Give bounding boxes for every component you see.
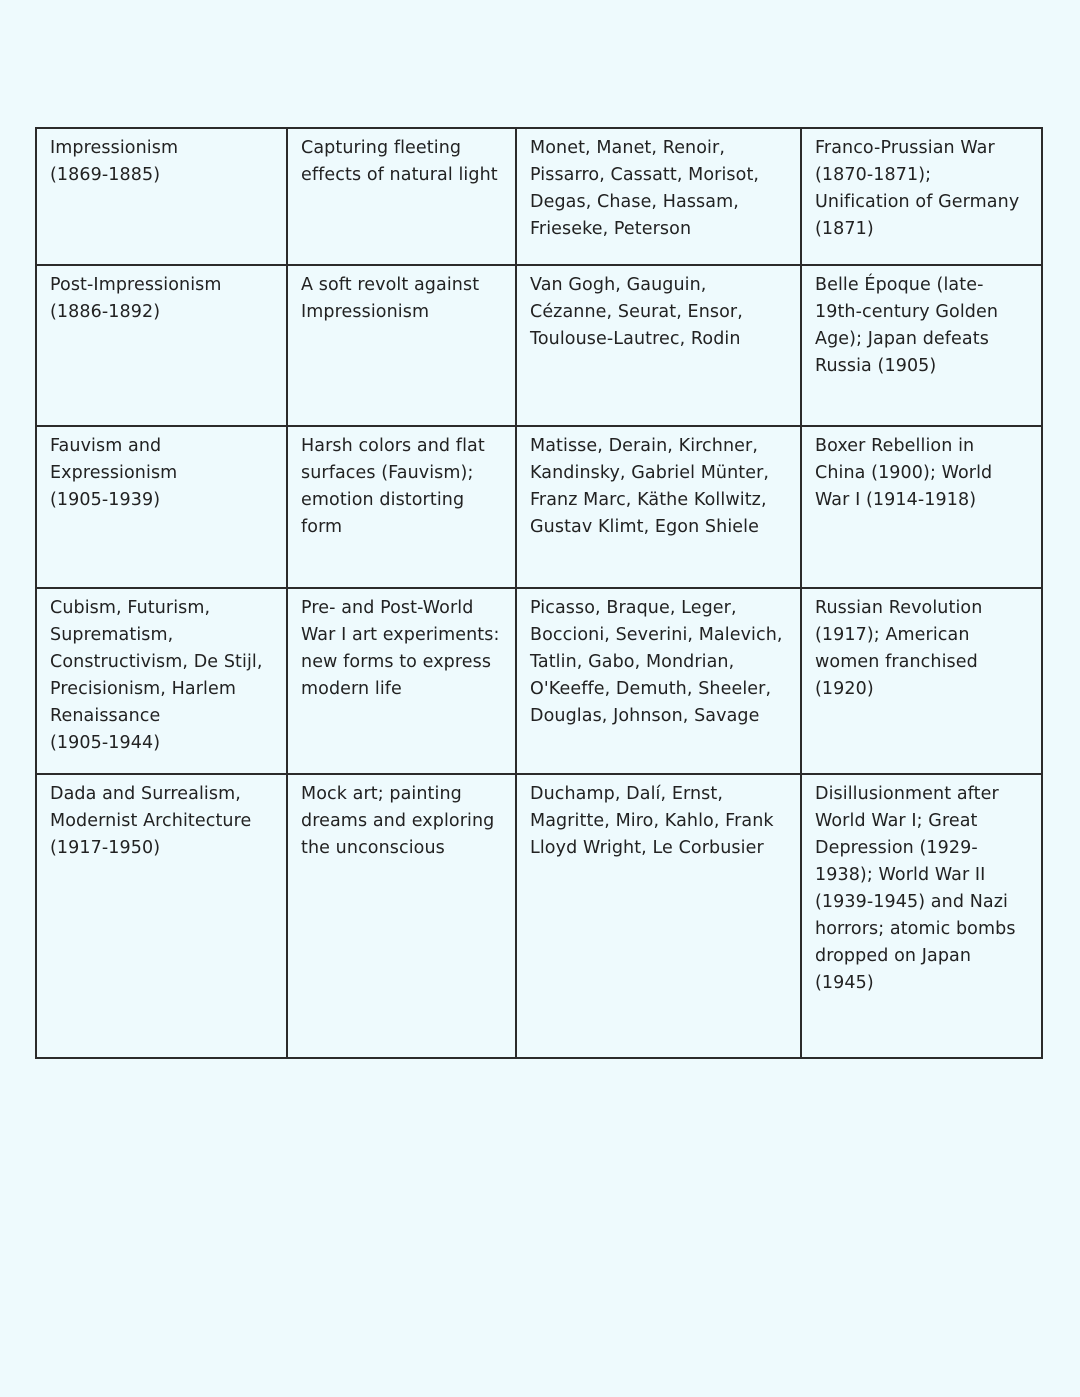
table-row [36,265,1042,426]
movement-cell: Impressionism (1869-1885) [36,128,287,265]
description-cell: Harsh colors and flat surfaces (Fauvism); emotion distorting form [287,426,516,588]
events-cell: Boxer Rebellion in China (1900); World War I (1914-1918) [801,426,1042,588]
table-row [36,128,1042,265]
artists-cell: Monet, Manet, Renoir, Pissarro, Cassatt, Morisot, Degas, Chase, Hassam, Frieseke, Peterson [516,128,801,265]
artists-cell: Matisse, Derain, Kirchner, Kandinsky, Gabriel Münter, Franz Marc, Käthe Kollwitz, Gustav Klimt, Egon Shiele [516,426,801,588]
art-movements-table [35,127,1043,1059]
artists-cell: Picasso, Braque, Leger, Boccioni, Severini, Malevich, Tatlin, Gabo, Mondrian, O'Keeffe, Demuth, Sheeler, Douglas, Johnson, Savage [516,588,801,774]
movement-cell: Dada and Surrealism, Modernist Architecture (1917-1950) [36,774,287,1058]
table-row [36,588,1042,774]
description-cell: Mock art; painting dreams and exploring the unconscious [287,774,516,1058]
events-cell: Franco-Prussian War (1870-1871); Unification of Germany (1871) [801,128,1042,265]
art-movements-table-container [35,127,1041,1059]
movement-cell: Cubism, Futurism, Suprematism, Constructivism, De Stijl, Precisionism, Harlem Renaissance (1905-1944) [36,588,287,774]
description-cell: Capturing fleeting effects of natural light [287,128,516,265]
movement-cell: Post-Impressionism (1886-1892) [36,265,287,426]
description-cell: Pre- and Post-World War I art experiments: new forms to express modern life [287,588,516,774]
artists-cell: Van Gogh, Gauguin, Cézanne, Seurat, Ensor, Toulouse-Lautrec, Rodin [516,265,801,426]
artists-cell: Duchamp, Dalí, Ernst, Magritte, Miro, Kahlo, Frank Lloyd Wright, Le Corbusier [516,774,801,1058]
description-cell: A soft revolt against Impressionism [287,265,516,426]
events-cell: Russian Revolution (1917); American women franchised (1920) [801,588,1042,774]
movement-cell: Fauvism and Expressionism (1905-1939) [36,426,287,588]
events-cell: Belle Époque (late-19th-century Golden Age); Japan defeats Russia (1905) [801,265,1042,426]
table-row [36,426,1042,588]
events-cell: Disillusionment after World War I; Great Depression (1929-1938); World War II (1939-1945) and Nazi horrors; atomic bombs dropped on Japan (1945) [801,774,1042,1058]
table-row [36,774,1042,1058]
